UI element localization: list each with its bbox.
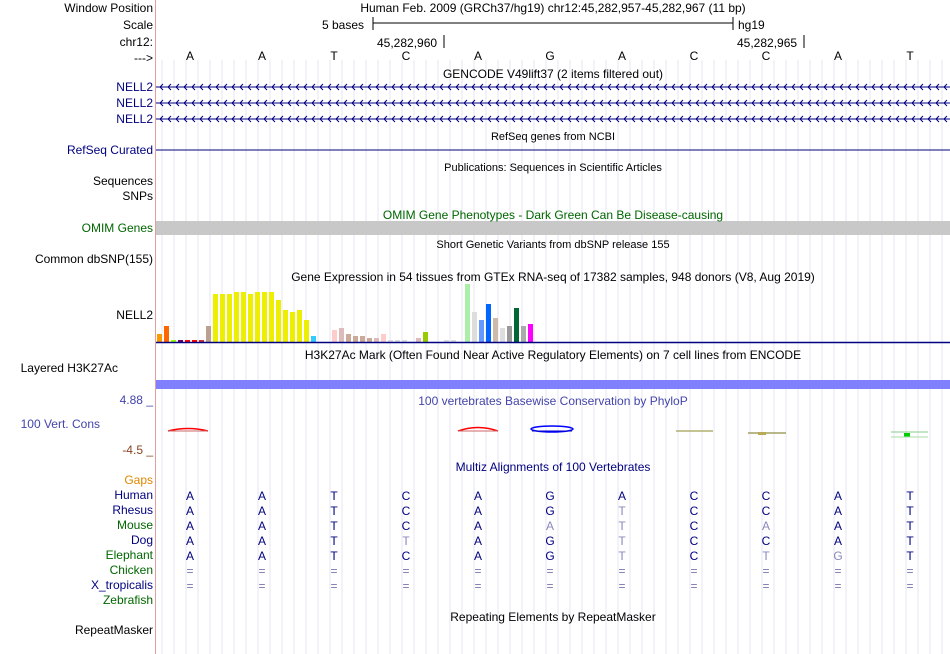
aligned-base: = <box>258 579 266 593</box>
gtex-tissue-bar <box>507 326 512 342</box>
aligned-base: G <box>545 489 555 503</box>
gtex-tissue-bar <box>528 324 533 342</box>
aligned-base: A <box>833 504 842 518</box>
publications-track-title: Publications: Sequences in Scientific Articles <box>444 162 662 174</box>
aligned-base: G <box>545 549 555 563</box>
track-label-column <box>0 0 155 654</box>
aligned-base: A <box>257 519 266 533</box>
genome-base: A <box>257 49 266 63</box>
gtex-tissue-bar <box>332 330 337 342</box>
aligned-base: = <box>474 564 482 578</box>
gtex-tissue-bar <box>248 294 253 342</box>
aligned-base: G <box>545 504 555 518</box>
aligned-base: = <box>762 564 770 578</box>
gtex-tissue-bar <box>381 334 386 342</box>
aligned-base: A <box>185 549 194 563</box>
aligned-base: = <box>618 579 626 593</box>
refseq-track-label[interactable]: RefSeq Curated <box>66 143 153 157</box>
gtex-tissue-bar <box>395 340 400 342</box>
aligned-base: = <box>690 564 698 578</box>
gtex-tissue-bar <box>402 340 407 342</box>
gtex-tissue-bar <box>178 340 183 342</box>
species-label: Dog <box>130 533 153 547</box>
aligned-base: = <box>186 579 194 593</box>
gtex-tissue-bar <box>171 340 176 342</box>
genome-base: G <box>545 49 555 63</box>
aligned-base: T <box>330 549 338 563</box>
genome-base: C <box>401 49 411 63</box>
aligned-base: C <box>761 504 771 518</box>
aligned-base: = <box>546 579 554 593</box>
genome-base: T <box>906 49 914 63</box>
aligned-base: T <box>330 519 338 533</box>
aligned-base: C <box>761 489 771 503</box>
species-label: Zebrafish <box>102 593 153 607</box>
species-label: Elephant <box>105 548 153 562</box>
aligned-base: T <box>330 504 338 518</box>
aligned-base: T <box>906 519 914 533</box>
coordinate-right: 45,282,965 <box>737 36 798 50</box>
phylop-conserved-mark <box>458 428 498 432</box>
gtex-tissue-bar <box>199 340 204 342</box>
gencode-track-label-3[interactable]: NELL2 <box>116 112 153 126</box>
omim-track-label[interactable]: OMIM Genes <box>81 221 153 235</box>
aligned-base: T <box>330 489 338 503</box>
aligned-base: A <box>185 489 194 503</box>
aligned-base: A <box>257 504 266 518</box>
gtex-tissue-bar <box>479 320 484 342</box>
dbsnp-track-title: Short Genetic Variants from dbSNP release 155 <box>436 239 670 251</box>
aligned-base: = <box>618 564 626 578</box>
multiz-track-title: Multiz Alignments of 100 Vertebrates <box>455 460 651 474</box>
aligned-base: = <box>402 579 410 593</box>
aligned-base: G <box>545 534 555 548</box>
aligned-base: C <box>689 549 699 563</box>
aligned-base: C <box>689 534 699 548</box>
aligned-base: = <box>906 564 914 578</box>
aligned-base: A <box>185 504 194 518</box>
h3k27ac-signal-band <box>156 380 950 389</box>
aligned-base: T <box>618 519 626 533</box>
aligned-base: = <box>762 579 770 593</box>
gtex-tissue-bar <box>255 292 260 342</box>
gtex-tissue-bar <box>283 310 288 342</box>
phylop-track-label[interactable]: 100 Vert. Cons <box>20 417 100 431</box>
species-label: Chicken <box>109 563 153 577</box>
aligned-base: T <box>402 534 410 548</box>
gtex-tissue-bar <box>227 294 232 342</box>
aligned-base: = <box>906 579 914 593</box>
aligned-base: = <box>690 579 698 593</box>
aligned-base: C <box>401 489 411 503</box>
dbsnp-track-label[interactable]: Common dbSNP(155) <box>34 252 153 266</box>
aligned-base: = <box>546 564 554 578</box>
species-label: Mouse <box>116 518 153 532</box>
gtex-tissue-bar <box>185 340 190 342</box>
aligned-base: = <box>834 579 842 593</box>
gtex-tissue-bar <box>213 294 218 342</box>
omim-track-title: OMIM Gene Phenotypes - Dark Green Can Be Disease-causing <box>382 208 724 222</box>
aligned-base: A <box>833 489 842 503</box>
aligned-base: = <box>330 564 338 578</box>
aligned-base: A <box>473 549 482 563</box>
gtex-tissue-bar <box>367 338 372 342</box>
aligned-base: A <box>257 489 266 503</box>
track-image-area[interactable] <box>156 0 950 654</box>
aligned-base: = <box>834 564 842 578</box>
species-label: Rhesus <box>112 503 153 517</box>
gtex-tissue-bar <box>192 340 197 342</box>
aligned-base: A <box>545 519 554 533</box>
repeatmasker-track-label[interactable]: RepeatMasker <box>74 623 153 637</box>
scale-bar-label: 5 bases <box>322 18 365 32</box>
scale-label: Scale <box>122 18 153 32</box>
aligned-base: A <box>473 504 482 518</box>
gaps-track-label[interactable]: Gaps <box>124 473 153 487</box>
gtex-track-title: Gene Expression in 54 tissues from GTEx RNA-seq of 17382 samples, 948 donors (V8, Aug 2019) <box>291 270 815 284</box>
aligned-base: C <box>401 549 411 563</box>
aligned-base: A <box>257 534 266 548</box>
gencode-track-label-2[interactable]: NELL2 <box>116 96 153 110</box>
aligned-base: = <box>474 579 482 593</box>
gtex-tissue-bar <box>241 292 246 342</box>
gtex-tissue-bar <box>374 338 379 342</box>
aligned-base: T <box>906 489 914 503</box>
aligned-base: C <box>401 504 411 518</box>
phylop-min-label: -4.5 _ <box>122 443 153 457</box>
gtex-tissue-bar <box>486 304 491 342</box>
assembly-position-title: Human Feb. 2009 (GRCh37/hg19) chr12:45,282,957-45,282,967 (11 bp) <box>360 1 746 15</box>
refseq-track-title: RefSeq genes from NCBI <box>490 131 616 143</box>
omim-phenotype-band <box>156 221 950 235</box>
gtex-tissue-bar <box>304 320 309 342</box>
gtex-tissue-bar <box>164 326 169 342</box>
aligned-base: = <box>402 564 410 578</box>
aligned-base: C <box>761 534 771 548</box>
gtex-tissue-bar <box>339 328 344 342</box>
gtex-tissue-bar <box>346 334 351 342</box>
gtex-tissue-bar <box>521 326 526 342</box>
aligned-base: C <box>401 519 411 533</box>
aligned-base: A <box>473 519 482 533</box>
aligned-base: T <box>906 549 914 563</box>
h3k27ac-track-label[interactable]: Layered H3K27Ac <box>20 361 118 375</box>
gtex-tissue-bar <box>493 318 498 342</box>
gtex-tissue-bar <box>262 292 267 342</box>
aligned-base: A <box>833 534 842 548</box>
gtex-tissue-bar <box>220 294 225 342</box>
genome-base: T <box>330 49 338 63</box>
aligned-base: T <box>618 504 626 518</box>
genome-base: A <box>473 49 482 63</box>
gtex-tissue-bar <box>451 340 456 342</box>
aligned-base: T <box>330 534 338 548</box>
phylop-neutral-mark <box>758 432 766 435</box>
repeatmasker-track-title: Repeating Elements by RepeatMasker <box>450 610 656 624</box>
genome-base: A <box>617 49 626 63</box>
window-position-label: Window Position <box>64 1 153 15</box>
snps-track-label[interactable]: SNPs <box>122 189 153 203</box>
aligned-base: A <box>185 534 194 548</box>
gtex-tissue-bar <box>444 340 449 342</box>
species-label: Human <box>114 488 153 502</box>
aligned-base: = <box>258 564 266 578</box>
gtex-tissue-bar <box>465 284 470 342</box>
gtex-tissue-bar <box>311 336 316 342</box>
gtex-tissue-bar <box>514 308 519 342</box>
gtex-tissue-bar <box>360 336 365 342</box>
gtex-tissue-bar <box>276 300 281 342</box>
genome-base: A <box>833 49 842 63</box>
aligned-base: A <box>761 519 770 533</box>
gtex-tissue-bar <box>269 292 274 342</box>
gtex-tissue-bar <box>297 310 302 342</box>
aligned-base: T <box>618 549 626 563</box>
genome-base: A <box>185 49 194 63</box>
gtex-track-label[interactable]: NELL2 <box>116 308 153 322</box>
aligned-base: A <box>617 489 626 503</box>
aligned-base: A <box>257 549 266 563</box>
phylop-conserved-dot <box>904 433 910 437</box>
aligned-base: T <box>906 534 914 548</box>
h3k27ac-track-title: H3K27Ac Mark (Often Found Near Active Regulatory Elements) on 7 cell lines from ENCODE <box>304 348 802 362</box>
coordinate-left: 45,282,960 <box>377 36 438 50</box>
gencode-track-title: GENCODE V49lift37 (2 items filtered out) <box>442 67 664 81</box>
phylop-track-title: 100 vertebrates Basewise Conservation by PhyloP <box>418 394 688 408</box>
aligned-base: T <box>618 534 626 548</box>
aligned-base: = <box>330 579 338 593</box>
gtex-tissue-bar <box>234 292 239 342</box>
genome-base: C <box>761 49 771 63</box>
species-label: X_tropicalis <box>90 578 153 592</box>
gtex-tissue-bar <box>472 312 477 342</box>
aligned-base: C <box>689 519 699 533</box>
strand-arrow-label: ---> <box>134 51 153 65</box>
aligned-base: A <box>185 519 194 533</box>
gtex-tissue-bar <box>157 334 162 342</box>
assembly-db-label: hg19 <box>738 18 765 32</box>
gtex-tissue-bar <box>416 338 421 342</box>
gtex-tissue-bar <box>206 326 211 342</box>
sequences-track-label[interactable]: Sequences <box>92 174 153 188</box>
aligned-base: C <box>689 504 699 518</box>
aligned-base: A <box>833 519 842 533</box>
gtex-tissue-bar <box>423 332 428 342</box>
aligned-base: A <box>473 534 482 548</box>
aligned-base: A <box>473 489 482 503</box>
genome-base: C <box>689 49 699 63</box>
aligned-base: T <box>906 504 914 518</box>
gencode-track-label-1[interactable]: NELL2 <box>116 80 153 94</box>
chromosome-label: chr12: <box>119 35 153 49</box>
gtex-tissue-bar <box>500 328 505 342</box>
aligned-base: T <box>762 549 770 563</box>
aligned-base: C <box>689 489 699 503</box>
aligned-base: G <box>833 549 843 563</box>
phylop-max-label: 4.88 _ <box>119 393 153 407</box>
gtex-tissue-bar <box>353 336 358 342</box>
aligned-base: = <box>186 564 194 578</box>
gtex-tissue-bar <box>290 312 295 342</box>
gtex-tissue-bar <box>388 340 393 342</box>
